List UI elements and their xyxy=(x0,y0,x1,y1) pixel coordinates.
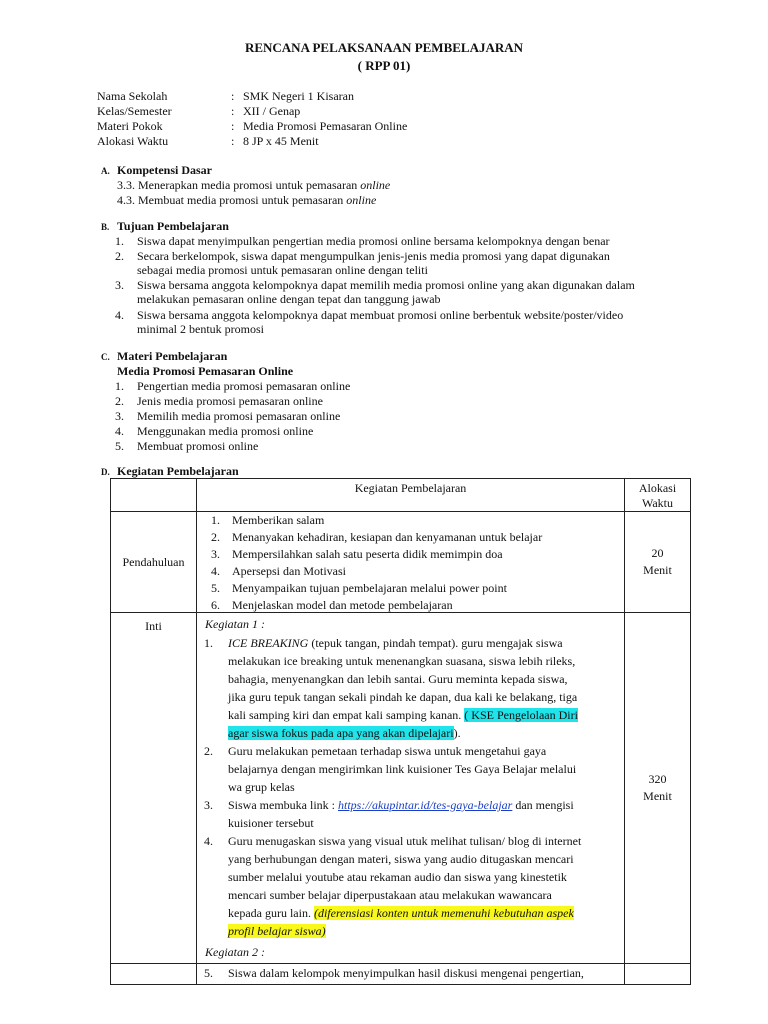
phase-label: Pendahuluan xyxy=(111,512,197,613)
list-item: Memberikan salam xyxy=(232,513,325,527)
list-item-line: belajarnya dengan mengirimkan link kuisioner Tes Gaya Belajar melalui xyxy=(228,762,577,776)
table-row-inti xyxy=(111,613,691,964)
highlight-kse: agar siswa fokus pada apa yang akan dipelajari xyxy=(228,726,454,740)
kd-text: Menerapkan media promosi untuk pemasaran xyxy=(138,178,361,192)
item-text: kepada guru lain. xyxy=(228,906,314,920)
table-row-pendahuluan xyxy=(111,512,691,613)
list-number: 1. xyxy=(115,234,124,248)
list-item-line: jika guru tepuk tangan sekali pindah ke dapan, dua kali ke belakang, tiga xyxy=(228,690,578,704)
list-item-line: sumber melalui youtube atau rekaman audio dan siswa yang kinestetik xyxy=(228,870,567,884)
list-number: 1. xyxy=(115,379,124,393)
item-text: kali samping kiri dan empat kali samping kanan. xyxy=(228,708,465,722)
list-item-line xyxy=(228,923,326,940)
section-marker: D. xyxy=(101,467,110,477)
time-value: 20 xyxy=(651,546,664,560)
list-item: Menanyakan kehadiran, kesiapan dan kenyamanan untuk belajar xyxy=(232,530,543,544)
list-item xyxy=(228,797,574,814)
list-item: Guru melakukan pemetaan terhadap siswa untuk mengetahui gaya xyxy=(228,744,547,758)
item-text: dan mengisi xyxy=(512,798,574,812)
item-text: Siswa membuka link : xyxy=(228,798,338,812)
identity-colon: : xyxy=(231,119,235,133)
document-title: RENCANA PELAKSANAAN PEMBELAJARAN xyxy=(244,40,524,55)
list-number: 3. xyxy=(115,409,124,423)
section-heading: Kompetensi Dasar xyxy=(117,163,212,177)
item-text: ). xyxy=(453,726,461,740)
inti-activities xyxy=(197,613,625,964)
list-number: 4. xyxy=(115,424,124,438)
list-number: 1. xyxy=(204,636,213,650)
identity-label: Kelas/Semester xyxy=(97,104,172,118)
inti-activities-continued xyxy=(197,964,625,985)
header-time-line: Waktu xyxy=(641,496,674,510)
list-item: Mempersilahkan salah satu peserta didik memimpin doa xyxy=(232,547,503,561)
list-item xyxy=(228,635,563,652)
kd-text: Membuat media promosi untuk pemasaran xyxy=(138,193,347,207)
list-item-line xyxy=(228,707,578,724)
list-item-line xyxy=(228,725,461,742)
table-row-inti-continued xyxy=(111,964,691,985)
list-number: 3. xyxy=(211,547,220,561)
list-item-line: kuisioner tersebut xyxy=(228,816,314,830)
item-text: (tepuk tangan, pindah tempat). guru mengajak siswa xyxy=(308,636,563,650)
kegiatan-label: Kegiatan 1 : xyxy=(205,617,265,631)
section-marker: A. xyxy=(101,166,110,176)
list-number: 2. xyxy=(211,530,220,544)
kd-number: 4.3. xyxy=(117,193,135,207)
list-number: 2. xyxy=(115,249,124,263)
list-item: Guru menugaskan siswa yang visual utuk melihat tulisan/ blog di internet xyxy=(228,834,582,848)
list-item-line: melakukan ice breaking untuk menenangkan suasana, siswa lebih rileks, xyxy=(228,654,576,668)
header-activity: Kegiatan Pembelajaran xyxy=(197,479,625,512)
inti-time xyxy=(625,613,691,964)
kd-text-italic: online xyxy=(346,193,377,207)
list-item: Pengertian media promosi pemasaran online xyxy=(137,379,351,393)
header-time xyxy=(625,479,691,512)
empty-cell xyxy=(111,964,197,985)
list-item-line: mencari sumber belajar diperpustakaan atau melakukan wawancara xyxy=(228,888,552,902)
document-subtitle: ( RPP 01) xyxy=(357,58,411,73)
table-header-row xyxy=(111,479,691,512)
section-marker: B. xyxy=(101,222,110,232)
time-value: 320 xyxy=(648,772,667,786)
list-number: 4. xyxy=(211,564,220,578)
identity-label: Nama Sekolah xyxy=(97,89,168,103)
list-number: 1. xyxy=(211,513,220,527)
list-number: 3. xyxy=(204,798,213,812)
section-heading: Materi Pembelajaran xyxy=(117,349,228,363)
identity-colon: : xyxy=(231,104,235,118)
list-number: 6. xyxy=(211,598,220,612)
identity-label: Alokasi Waktu xyxy=(97,134,169,148)
list-number: 2. xyxy=(115,394,124,408)
list-number: 4. xyxy=(204,834,213,848)
time-unit: Menit xyxy=(643,563,672,577)
list-item-line xyxy=(228,905,574,922)
header-empty-cell xyxy=(111,479,197,512)
identity-value: XII / Genap xyxy=(243,104,301,118)
list-item: Siswa bersama anggota kelompoknya dapat memilih media promosi online yang akan digunakan dalam xyxy=(137,278,635,292)
list-number: 2. xyxy=(204,744,213,758)
list-item: Siswa dapat menyimpulkan pengertian media promosi online bersama kelompoknya dengan benar xyxy=(137,234,610,248)
kegiatan-table xyxy=(110,478,691,985)
ice-breaking-term: ICE BREAKING xyxy=(228,636,309,650)
highlight-kse: ( KSE Pengelolaan Diri xyxy=(464,708,578,722)
kegiatan-label: Kegiatan 2 : xyxy=(205,945,265,959)
highlight-diferensiasi: profil belajar siswa) xyxy=(228,924,326,938)
section-subheading: Media Promosi Pemasaran Online xyxy=(117,364,294,378)
list-item: Secara berkelompok, siswa dapat mengumpulkan jenis-jenis media promosi yang dapat digunakan xyxy=(137,249,610,263)
list-item: Siswa bersama anggota kelompoknya dapat membuat promosi online berbentuk website/poster/video xyxy=(137,308,624,322)
phase-label: Inti xyxy=(111,613,197,964)
identity-value: Media Promosi Pemasaran Online xyxy=(243,119,408,133)
gaya-belajar-link[interactable]: https://akupintar.id/tes-gaya-belajar xyxy=(338,798,513,812)
pendahuluan-time xyxy=(625,512,691,613)
kd-number: 3.3. xyxy=(117,178,135,192)
list-item: Siswa dalam kelompok menyimpulkan hasil diskusi mengenai pengertian, xyxy=(228,966,584,980)
identity-colon: : xyxy=(231,134,235,148)
list-item: Memilih media promosi pemasaran online xyxy=(137,409,341,423)
list-item-line: bahagia, menyenangkan dan lebih santai. Guru meminta kepada siswa, xyxy=(228,672,568,686)
list-number: 4. xyxy=(115,308,124,322)
header-time-line: Alokasi xyxy=(638,481,677,495)
list-item: melakukan pemasaran online dengan tepat dan tanggung jawab xyxy=(137,292,441,306)
list-item: minimal 2 bentuk promosi xyxy=(137,322,264,336)
identity-value: SMK Negeri 1 Kisaran xyxy=(243,89,354,103)
list-item: Apersepsi dan Motivasi xyxy=(232,564,346,578)
highlight-diferensiasi: (diferensiasi konten untuk memenuhi kebutuhan aspek xyxy=(313,906,574,920)
list-number: 5. xyxy=(211,581,220,595)
section-heading: Tujuan Pembelajaran xyxy=(117,219,229,233)
list-item-line: yang berhubungan dengan materi, siswa yang audio ditugaskan mencari xyxy=(228,852,574,866)
pendahuluan-activities xyxy=(197,512,625,613)
kd-text-italic: online xyxy=(360,178,391,192)
identity-value: 8 JP x 45 Menit xyxy=(243,134,319,148)
identity-label: Materi Pokok xyxy=(97,119,163,133)
list-item-line: wa grup kelas xyxy=(228,780,295,794)
list-item: Jenis media promosi pemasaran online xyxy=(137,394,323,408)
list-item: Menjelaskan model dan metode pembelajaran xyxy=(232,598,453,612)
list-item: sebagai media promosi untuk pemasaran online dengan teliti xyxy=(137,263,428,277)
time-unit: Menit xyxy=(643,789,672,803)
section-heading: Kegiatan Pembelajaran xyxy=(117,464,239,478)
list-item: Menggunakan media promosi online xyxy=(137,424,314,438)
section-marker: C. xyxy=(101,352,110,362)
empty-cell xyxy=(625,964,691,985)
list-number: 5. xyxy=(204,966,213,980)
identity-colon: : xyxy=(231,89,235,103)
list-number: 5. xyxy=(115,439,124,453)
list-item: Membuat promosi online xyxy=(137,439,259,453)
list-item: Menyampaikan tujuan pembelajaran melalui power point xyxy=(232,581,507,595)
list-number: 3. xyxy=(115,278,124,292)
